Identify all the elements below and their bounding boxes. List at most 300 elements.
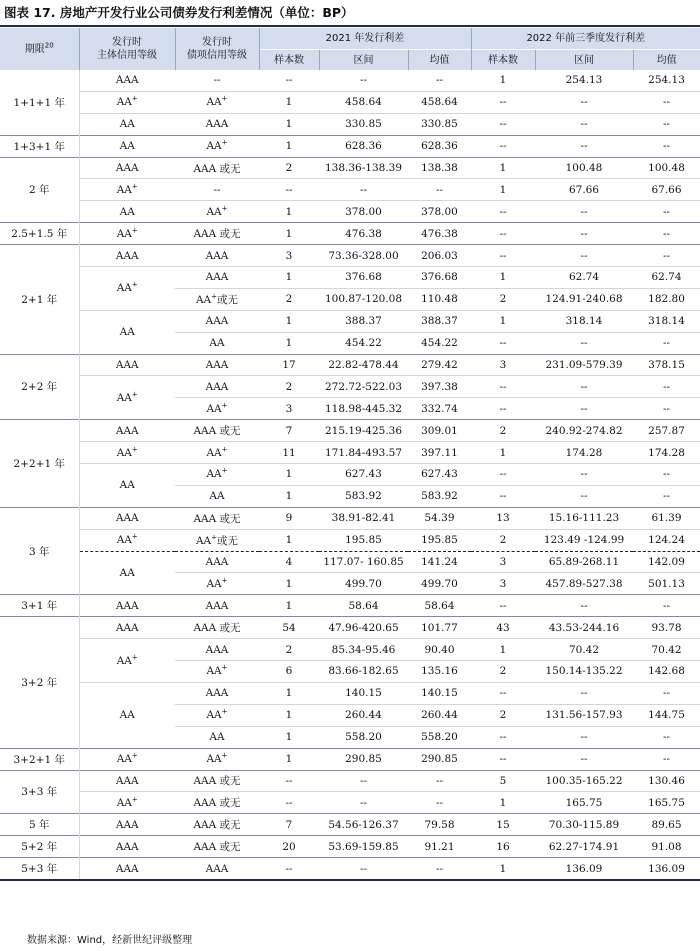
issuer-rating-cell: AAA	[79, 157, 175, 179]
sample-2022-cell: --	[471, 485, 535, 507]
table-row	[0, 639, 700, 661]
sample-2021-cell: 4	[259, 551, 319, 573]
sample-2022-cell: 15	[471, 814, 535, 836]
range-2021-cell: 476.38	[319, 223, 408, 245]
sample-2021-cell: 6	[259, 661, 319, 683]
issuer-rating-cell: AAA	[79, 245, 175, 267]
sample-2021-cell: 1	[259, 91, 319, 113]
mean-2022-cell: --	[633, 201, 700, 223]
mean-2021-cell: 628.36	[408, 135, 471, 157]
issuer-rating-cell: AA+	[79, 529, 175, 551]
issuer-rating-cell: AA+	[79, 179, 175, 201]
bond-rating-cell: AA+	[175, 91, 259, 113]
range-2021-cell: 454.22	[319, 332, 408, 354]
mean-2021-cell: --	[408, 792, 471, 814]
range-2022-cell: --	[535, 682, 633, 704]
mean-2022-cell: 144.75	[633, 704, 700, 726]
issuer-rating-cell: AA	[79, 135, 175, 157]
issuer-rating-cell: AA	[79, 201, 175, 223]
mean-2022-cell: 318.14	[633, 310, 700, 332]
range-2021-cell: 38.91-82.41	[319, 507, 408, 529]
table-row	[0, 70, 700, 91]
mean-2021-cell: 290.85	[408, 748, 471, 770]
sample-2021-cell: 17	[259, 354, 319, 376]
mean-2021-cell: 138.38	[408, 157, 471, 179]
sample-2022-cell: --	[471, 223, 535, 245]
table-row	[0, 529, 700, 551]
range-2022-cell: --	[535, 245, 633, 267]
mean-2022-cell: 501.13	[633, 573, 700, 595]
mean-2021-cell: 140.15	[408, 682, 471, 704]
range-2021-cell: 272.72-522.03	[319, 376, 408, 398]
range-2022-cell: 43.53-244.16	[535, 617, 633, 639]
mean-2022-cell: --	[633, 135, 700, 157]
period-cell: 3+2 年	[0, 617, 79, 748]
range-2022-cell: --	[535, 113, 633, 135]
range-2022-cell: 123.49 -124.99	[535, 529, 633, 551]
range-2022-cell: --	[535, 464, 633, 486]
table-row	[0, 354, 700, 376]
period-cell: 2+2+1 年	[0, 420, 79, 508]
mean-2021-cell: 627.43	[408, 464, 471, 486]
range-2021-cell: 195.85	[319, 529, 408, 551]
sample-2022-cell: --	[471, 748, 535, 770]
issuer-rating-cell: AA+	[79, 376, 175, 420]
mean-2021-cell: 458.64	[408, 91, 471, 113]
mean-2021-cell: --	[408, 179, 471, 201]
mean-2022-cell: 165.75	[633, 792, 700, 814]
mean-2022-cell: --	[633, 376, 700, 398]
spread-table	[0, 28, 700, 881]
table-row	[0, 836, 700, 858]
range-2022-cell: 165.75	[535, 792, 633, 814]
sample-2022-cell: 3	[471, 354, 535, 376]
period-cell: 2+1 年	[0, 245, 79, 354]
mean-2022-cell: --	[633, 91, 700, 113]
period-cell: 1+1+1 年	[0, 70, 79, 135]
period-cell: 2+2 年	[0, 354, 79, 420]
bond-rating-cell: AAA 或无	[175, 157, 259, 179]
period-cell: 1+3+1 年	[0, 135, 79, 157]
sample-2022-cell: 1	[471, 639, 535, 661]
mean-2022-cell: 91.08	[633, 836, 700, 858]
mean-2022-cell: --	[633, 485, 700, 507]
sample-2022-cell: 1	[471, 157, 535, 179]
mean-2021-cell: 135.16	[408, 661, 471, 683]
bond-rating-cell: AAA	[175, 682, 259, 704]
issuer-rating-cell: AAA	[79, 420, 175, 442]
range-2021-cell: 73.36-328.00	[319, 245, 408, 267]
mean-2021-cell: 388.37	[408, 310, 471, 332]
sample-2021-cell: 1	[259, 748, 319, 770]
range-2021-cell: 627.43	[319, 464, 408, 486]
issuer-rating-cell: AA	[79, 113, 175, 135]
table-row	[0, 113, 700, 135]
table-row	[0, 507, 700, 529]
table-row	[0, 135, 700, 157]
sample-2022-cell: --	[471, 245, 535, 267]
range-2022-cell: 136.09	[535, 858, 633, 880]
sample-2021-cell: 1	[259, 682, 319, 704]
range-2022-cell: 70.42	[535, 639, 633, 661]
sample-2022-cell: --	[471, 682, 535, 704]
sample-2021-cell: 1	[259, 135, 319, 157]
range-2022-cell: 131.56-157.93	[535, 704, 633, 726]
mean-2021-cell: 58.64	[408, 595, 471, 617]
header-period: 期限$^{20}$	[0, 28, 79, 70]
table-row	[0, 442, 700, 464]
table-row	[0, 770, 700, 792]
sample-2022-cell: --	[471, 398, 535, 420]
range-2021-cell: 54.56-126.37	[319, 814, 408, 836]
bond-rating-cell: AA+	[175, 201, 259, 223]
table-body	[0, 70, 700, 880]
range-2021-cell: 215.19-425.36	[319, 420, 408, 442]
range-2022-cell: --	[535, 398, 633, 420]
mean-2022-cell: 136.09	[633, 858, 700, 880]
range-2021-cell: --	[319, 858, 408, 880]
table-row	[0, 201, 700, 223]
mean-2021-cell: 141.24	[408, 551, 471, 573]
mean-2022-cell: 378.15	[633, 354, 700, 376]
issuer-rating-cell: AAA	[79, 836, 175, 858]
range-2021-cell: --	[319, 770, 408, 792]
range-2021-cell: 388.37	[319, 310, 408, 332]
mean-2021-cell: 279.42	[408, 354, 471, 376]
bond-rating-cell: AAA 或无	[175, 617, 259, 639]
sample-2021-cell: --	[285, 74, 293, 87]
range-2021-cell: 499.70	[319, 573, 408, 595]
issuer-rating-cell: AAA	[79, 858, 175, 880]
mean-2021-cell: 378.00	[408, 201, 471, 223]
sample-2022-cell: 2	[471, 529, 535, 551]
range-2021-cell: 138.36-138.39	[319, 157, 408, 179]
bond-rating-cell: AA+	[175, 398, 259, 420]
table-row	[0, 420, 700, 442]
issuer-rating-cell: AA+	[79, 442, 175, 464]
bond-rating-cell: AA+	[175, 442, 259, 464]
mean-2021-cell: 91.21	[408, 836, 471, 858]
sample-2022-cell: 1	[499, 74, 507, 87]
range-2022-cell: --	[535, 201, 633, 223]
header-mean-2022: 均值	[633, 50, 700, 71]
sample-2022-cell: 2	[471, 288, 535, 310]
range-2022-cell: 62.74	[535, 267, 633, 289]
range-2022-cell: 318.14	[535, 310, 633, 332]
period-cell: 3+2+1 年	[0, 748, 79, 770]
bond-rating-cell: AAA	[175, 551, 259, 573]
range-2021-cell: 53.69-159.85	[319, 836, 408, 858]
range-2022-cell: 124.91-240.68	[535, 288, 633, 310]
range-2021-cell: 171.84-493.57	[319, 442, 408, 464]
bond-rating-cell: --	[175, 179, 259, 201]
mean-2022-cell: 70.42	[633, 639, 700, 661]
sample-2021-cell: 2	[259, 157, 319, 179]
range-2021-cell: 376.68	[319, 267, 408, 289]
figure-title: 图表 17. 房地产开发行业公司债券发行利差情况（单位：BP）	[4, 5, 354, 20]
sample-2021-cell: --	[259, 770, 319, 792]
sample-2021-cell: 1	[259, 332, 319, 354]
header-sample-2022: 样本数	[471, 50, 535, 71]
bond-rating-cell: AA	[175, 332, 259, 354]
table-row	[0, 551, 700, 573]
bond-rating-cell: AAA 或无	[175, 814, 259, 836]
mean-2021-cell: 195.85	[408, 529, 471, 551]
sample-2022-cell: 5	[471, 770, 535, 792]
range-2021-cell: --	[319, 179, 408, 201]
sample-2021-cell: 1	[259, 704, 319, 726]
issuer-rating-cell: AAA	[115, 74, 139, 87]
mean-2021-cell: 476.38	[408, 223, 471, 245]
mean-2022-cell: --	[633, 223, 700, 245]
sample-2022-cell: 1	[471, 267, 535, 289]
sample-2021-cell: 1	[259, 464, 319, 486]
table-row	[0, 858, 700, 880]
mean-2021-cell: 376.68	[408, 267, 471, 289]
range-2022-cell: 70.30-115.89	[535, 814, 633, 836]
header-group-2021: 2021 年发行利差	[259, 28, 471, 50]
mean-2021-cell: 90.40	[408, 639, 471, 661]
sample-2022-cell: --	[471, 595, 535, 617]
mean-2022-cell: 254.13	[648, 74, 685, 87]
header-issuer-rating: 发行时 主体信用等级	[79, 28, 175, 70]
header-bond-rating: 发行时 债项信用等级	[175, 28, 259, 70]
sample-2022-cell: 1	[471, 792, 535, 814]
sample-2021-cell: 3	[259, 245, 319, 267]
sample-2022-cell: --	[471, 113, 535, 135]
mean-2022-cell: 124.24	[633, 529, 700, 551]
bond-rating-cell: AA+	[175, 704, 259, 726]
sample-2021-cell: 2	[259, 639, 319, 661]
range-2021-cell: 118.98-445.32	[319, 398, 408, 420]
mean-2021-cell: --	[435, 74, 444, 87]
bond-rating-cell: AAA	[175, 267, 259, 289]
bond-rating-cell: AAA	[175, 639, 259, 661]
sample-2022-cell: --	[471, 91, 535, 113]
range-2021-cell: 22.82-478.44	[319, 354, 408, 376]
sample-2022-cell: 3	[471, 551, 535, 573]
mean-2021-cell: 397.11	[408, 442, 471, 464]
bond-rating-cell: AA+	[175, 135, 259, 157]
mean-2022-cell: --	[633, 245, 700, 267]
sample-2021-cell: 1	[259, 529, 319, 551]
table-row	[0, 91, 700, 113]
mean-2022-cell: 130.46	[633, 770, 700, 792]
sample-2021-cell: --	[259, 179, 319, 201]
sample-2022-cell: --	[471, 464, 535, 486]
mean-2021-cell: 309.01	[408, 420, 471, 442]
range-2022-cell: 100.48	[535, 157, 633, 179]
range-2021-cell: 83.66-182.65	[319, 661, 408, 683]
table-row	[0, 245, 700, 267]
mean-2022-cell: --	[633, 113, 700, 135]
range-2021-cell: 47.96-420.65	[319, 617, 408, 639]
table-row	[0, 267, 700, 289]
bond-rating-cell: AAA 或无	[175, 770, 259, 792]
bond-rating-cell: AA+	[175, 464, 259, 486]
issuer-rating-cell: AA+	[79, 267, 175, 311]
mean-2022-cell: --	[633, 726, 700, 748]
period-cell: 2.5+1.5 年	[0, 223, 79, 245]
sample-2021-cell: 7	[259, 814, 319, 836]
sample-2021-cell: 1	[259, 201, 319, 223]
range-2022-cell: --	[535, 595, 633, 617]
bond-rating-cell: AA+	[175, 573, 259, 595]
mean-2022-cell: 174.28	[633, 442, 700, 464]
range-2021-cell: 458.64	[319, 91, 408, 113]
table-row	[0, 157, 700, 179]
sample-2022-cell: 13	[471, 507, 535, 529]
sample-2021-cell: 3	[259, 398, 319, 420]
sample-2022-cell: 2	[471, 661, 535, 683]
header-range-2021: 区间	[319, 50, 408, 71]
range-2021-cell: 558.20	[319, 726, 408, 748]
sample-2022-cell: 3	[471, 573, 535, 595]
range-2022-cell: --	[535, 748, 633, 770]
mean-2021-cell: 206.03	[408, 245, 471, 267]
sample-2022-cell: 2	[471, 704, 535, 726]
mean-2022-cell: --	[633, 748, 700, 770]
period-cell: 3 年	[0, 507, 79, 595]
issuer-rating-cell: AA	[79, 551, 175, 595]
sample-2021-cell: --	[259, 858, 319, 880]
mean-2022-cell: 100.48	[633, 157, 700, 179]
bond-rating-cell: AAA	[175, 245, 259, 267]
sample-2021-cell: 54	[259, 617, 319, 639]
range-2022-cell: --	[535, 485, 633, 507]
issuer-rating-cell: AA	[79, 682, 175, 748]
range-2021-cell: 85.34-95.46	[319, 639, 408, 661]
sample-2021-cell: 2	[259, 376, 319, 398]
table-row	[0, 814, 700, 836]
range-2021-cell: 583.92	[319, 485, 408, 507]
issuer-rating-cell: AAA	[79, 814, 175, 836]
range-2021-cell: 330.85	[319, 113, 408, 135]
mean-2022-cell: 62.74	[633, 267, 700, 289]
range-2021-cell: 100.87-120.08	[319, 288, 408, 310]
period-cell: 5 年	[0, 814, 79, 836]
mean-2021-cell: 260.44	[408, 704, 471, 726]
issuer-rating-cell: AA+	[79, 748, 175, 770]
table-row	[0, 179, 700, 201]
period-cell: 3+1 年	[0, 595, 79, 617]
range-2022-cell: --	[535, 332, 633, 354]
mean-2022-cell: 67.66	[633, 179, 700, 201]
mean-2022-cell: --	[633, 398, 700, 420]
bond-rating-cell: AAA 或无	[175, 836, 259, 858]
sample-2022-cell: 1	[471, 858, 535, 880]
sample-2021-cell: 1	[259, 573, 319, 595]
range-2022-cell: 457.89-527.38	[535, 573, 633, 595]
range-2021-cell: 260.44	[319, 704, 408, 726]
range-2022-cell: 254.13	[565, 74, 603, 87]
table-row	[0, 310, 700, 332]
range-2021-cell: --	[319, 792, 408, 814]
issuer-rating-cell: AA+	[79, 639, 175, 683]
table-row	[0, 682, 700, 704]
range-2022-cell: 67.66	[535, 179, 633, 201]
range-2021-cell: 378.00	[319, 201, 408, 223]
range-2022-cell: 65.89-268.11	[535, 551, 633, 573]
sample-2022-cell: --	[471, 201, 535, 223]
sample-2022-cell: --	[471, 135, 535, 157]
bond-rating-cell: AA	[175, 485, 259, 507]
bond-rating-cell: AAA 或无	[175, 792, 259, 814]
mean-2021-cell: 332.74	[408, 398, 471, 420]
table-row	[0, 376, 700, 398]
sample-2022-cell: 1	[471, 179, 535, 201]
bond-rating-cell: AAA	[175, 113, 259, 135]
title-rule	[0, 25, 700, 27]
bond-rating-cell: AAA	[175, 376, 259, 398]
bond-rating-cell: AA+	[175, 748, 259, 770]
mean-2021-cell: 397.38	[408, 376, 471, 398]
issuer-rating-cell: AA+	[79, 223, 175, 245]
issuer-rating-cell: AA	[79, 464, 175, 508]
sample-2021-cell: 1	[259, 267, 319, 289]
table-row	[0, 223, 700, 245]
issuer-rating-cell: AA+	[79, 792, 175, 814]
range-2022-cell: --	[535, 135, 633, 157]
sample-2021-cell: 7	[259, 420, 319, 442]
sample-2022-cell: 1	[471, 310, 535, 332]
issuer-rating-cell: AAA	[79, 770, 175, 792]
issuer-rating-cell: AAA	[79, 617, 175, 639]
mean-2021-cell: 558.20	[408, 726, 471, 748]
table-row	[0, 617, 700, 639]
sample-2022-cell: --	[471, 376, 535, 398]
sample-2021-cell: 9	[259, 507, 319, 529]
issuer-rating-cell: AAA	[79, 507, 175, 529]
bond-rating-cell: AAA 或无	[175, 223, 259, 245]
bond-rating-cell: AAA 或无	[175, 420, 259, 442]
range-2022-cell: --	[535, 726, 633, 748]
sample-2022-cell: --	[471, 332, 535, 354]
mean-2021-cell: --	[408, 770, 471, 792]
range-2022-cell: --	[535, 223, 633, 245]
mean-2022-cell: 142.68	[633, 661, 700, 683]
range-2021-cell: 628.36	[319, 135, 408, 157]
bond-rating-cell: AA+或无	[175, 288, 259, 310]
mean-2022-cell: 142.09	[633, 551, 700, 573]
sample-2021-cell: 1	[259, 113, 319, 135]
sample-2021-cell: 1	[259, 595, 319, 617]
table-row	[0, 792, 700, 814]
mean-2022-cell: --	[633, 682, 700, 704]
mean-2022-cell: --	[633, 595, 700, 617]
sample-2022-cell: 1	[471, 442, 535, 464]
header-range-2022: 区间	[535, 50, 633, 71]
sample-2022-cell: 16	[471, 836, 535, 858]
range-2022-cell: 240.92-274.82	[535, 420, 633, 442]
issuer-rating-cell: AAA	[79, 354, 175, 376]
bond-rating-cell: AAA	[175, 858, 259, 880]
table-row	[0, 464, 700, 486]
bond-rating-cell: AA+	[175, 661, 259, 683]
header-sample-2021: 样本数	[259, 50, 319, 71]
period-cell: 5+3 年	[0, 858, 79, 880]
sample-2021-cell: 2	[259, 288, 319, 310]
sample-2022-cell: 2	[471, 420, 535, 442]
range-2021-cell: 140.15	[319, 682, 408, 704]
bond-rating-cell: AA	[175, 726, 259, 748]
mean-2021-cell: --	[408, 858, 471, 880]
mean-2021-cell: 330.85	[408, 113, 471, 135]
mean-2022-cell: 89.65	[633, 814, 700, 836]
bond-rating-cell: AA+或无	[175, 529, 259, 551]
range-2021-cell: 58.64	[319, 595, 408, 617]
issuer-rating-cell: AA+	[79, 91, 175, 113]
